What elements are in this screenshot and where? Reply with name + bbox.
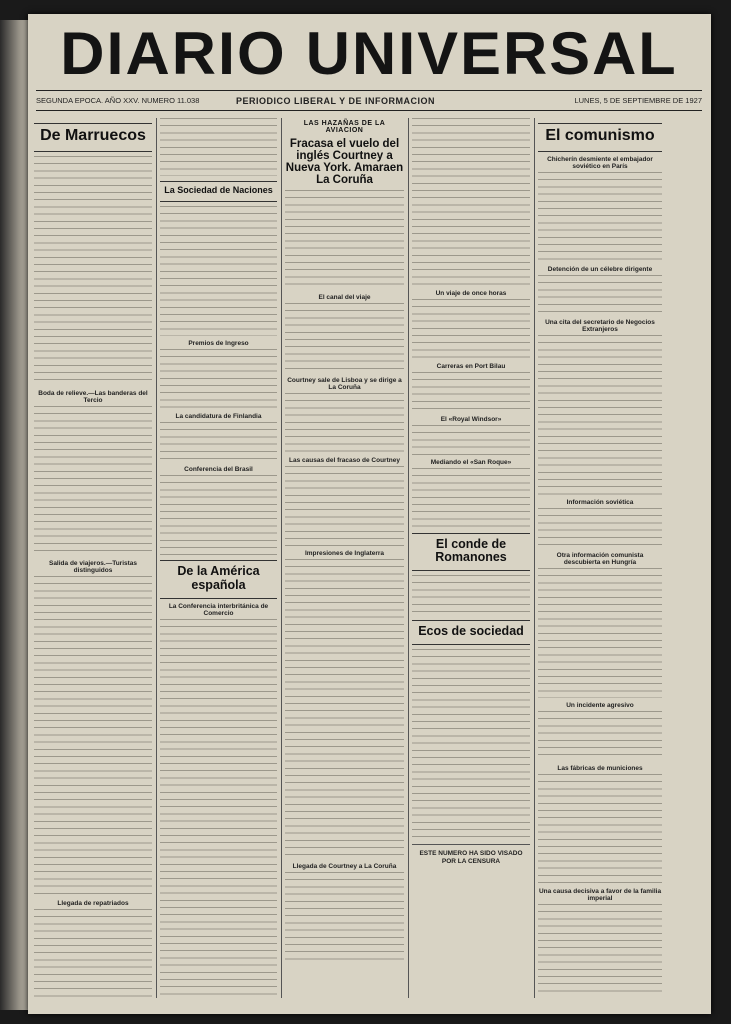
body-text	[412, 118, 530, 286]
subhead: Una cita del secretario de Negocios Extranjeros	[545, 318, 655, 333]
subhead: La candidatura de Finlandia	[175, 413, 262, 421]
subhead: Una causa decisiva a favor de la familia imperial	[538, 887, 662, 902]
body-text	[160, 118, 277, 176]
issue-date: LUNES, 5 DE SEPTIEMBRE DE 1927	[574, 96, 702, 105]
kicker-aviacion: LAS HAZAÑAS DE LA AVIACION	[303, 120, 386, 135]
subhead: El «Royal Windsor»	[440, 416, 502, 423]
epoch-label: SEGUNDA EPOCA. AÑO XXV. NUMERO 11.038	[36, 96, 200, 105]
headline-box	[412, 620, 530, 645]
headline-box	[538, 123, 662, 152]
column-rule	[408, 118, 409, 998]
body-text	[34, 909, 152, 998]
column-1	[34, 118, 152, 998]
body-text	[160, 349, 277, 409]
subhead: Courtney sale de Lisboa y se dirige a La Coruña	[287, 376, 402, 391]
body-text	[285, 872, 404, 962]
body-text	[538, 904, 662, 994]
headline-america-espanola: De la América española	[177, 564, 260, 592]
subhead: Llegada de repatriados	[57, 899, 129, 907]
body-text	[412, 649, 530, 839]
body-text	[160, 475, 277, 555]
body-text	[412, 425, 530, 455]
headline-comunismo: El comunismo	[545, 127, 655, 144]
body-text	[538, 711, 662, 761]
censorship-note: ESTE NUMERO HA SIDO VISADO POR LA CENSURA	[419, 850, 523, 866]
column-rule	[281, 118, 282, 998]
body-text	[160, 206, 277, 336]
body-text	[285, 190, 404, 290]
body-text	[538, 275, 662, 315]
body-text	[412, 299, 530, 359]
body-text	[285, 393, 404, 453]
subhead: Carreras en Port Bilau	[436, 363, 506, 370]
body-text	[285, 559, 404, 859]
subhead: Las causas del fracaso de Courtney	[289, 456, 400, 464]
column-rule	[534, 118, 535, 998]
subhead: Impresiones de Inglaterra	[304, 549, 385, 557]
column-2	[160, 118, 277, 998]
body-text	[412, 468, 530, 528]
body-text	[538, 568, 662, 698]
header-rule	[36, 110, 702, 111]
masthead-title: DIARIO UNIVERSAL	[60, 20, 678, 87]
body-text	[412, 575, 530, 615]
headline-sociedad-naciones: La Sociedad de Naciones	[164, 185, 273, 195]
body-text	[538, 335, 662, 495]
subhead: Premios de Ingreso	[188, 340, 249, 348]
column-4	[412, 118, 530, 998]
subhead: Otra información comunista descubierta en Hungría	[556, 551, 644, 566]
headline-box	[34, 123, 152, 152]
headline-romanones: El conde de Romanones	[435, 537, 507, 565]
subhead: Llegada de Courtney a La Coruña	[292, 862, 397, 870]
masthead-subline	[36, 94, 702, 108]
body-text	[34, 156, 152, 386]
headline-marruecos: De Marruecos	[40, 127, 146, 144]
divider	[412, 844, 530, 845]
body-text	[160, 422, 277, 462]
body-text	[34, 576, 152, 896]
column-5	[538, 118, 662, 998]
body-text	[538, 508, 662, 548]
tagline: PERIODICO LIBERAL Y DE INFORMACION	[236, 96, 436, 106]
subhead: Información soviética	[566, 498, 634, 506]
subhead: Detención de un célebre dirigente	[547, 265, 653, 273]
subhead: Mediando el «San Roque»	[430, 459, 512, 466]
headline-courtney: Fracasa el vuelo del inglés Courtney a Nueva York. Amaraen La Coruña	[285, 137, 404, 186]
subhead: La Conferencia interbritánica de Comercio	[168, 602, 269, 617]
subhead: Conferencia del Brasil	[184, 466, 253, 474]
column-3	[285, 118, 404, 998]
subhead: Un viaje de once horas	[435, 290, 507, 297]
headline-box	[412, 533, 530, 571]
subhead: El canal del viaje	[318, 293, 371, 301]
newspaper-page	[28, 14, 711, 1014]
adjacent-page-edge	[0, 20, 28, 1010]
subhead: Salida de viajeros.—Turistas distinguidos	[48, 559, 138, 574]
subhead: Las fábricas de municiones	[557, 764, 643, 772]
body-text	[412, 372, 530, 412]
masthead-rule	[36, 90, 702, 91]
body-text	[538, 774, 662, 884]
headline-box	[160, 560, 277, 598]
body-text	[285, 303, 404, 373]
body-text	[285, 466, 404, 546]
body-text	[160, 619, 277, 998]
subhead: Boda de relieve.—Las banderas del Tercio	[38, 389, 148, 404]
column-rule	[156, 118, 157, 998]
body-text	[538, 172, 662, 262]
headline-ecos-sociedad: Ecos de sociedad	[418, 624, 524, 639]
subhead: Un incidente agresivo	[566, 701, 634, 709]
body-text	[34, 406, 152, 556]
headline-box	[160, 181, 277, 202]
subhead: Chicherín desmiente el embajador soviético en París	[547, 155, 653, 170]
